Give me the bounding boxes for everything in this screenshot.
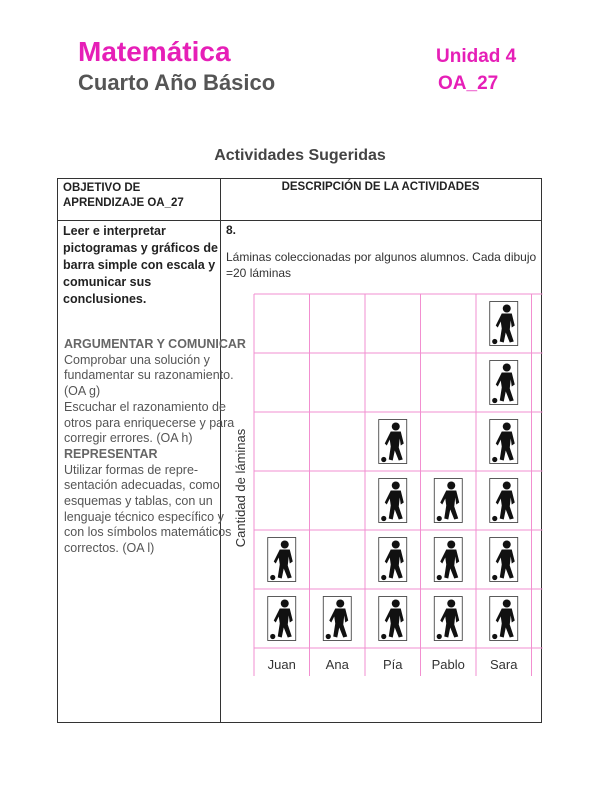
skills-heading-representar: REPRESENTAR: [64, 446, 158, 461]
pictogram-chart: [230, 290, 542, 685]
table-header-divider: [58, 220, 541, 221]
soccer-player-icon: [434, 597, 462, 641]
soccer-player-icon: [379, 597, 407, 641]
soccer-player-icon: [434, 538, 462, 582]
soccer-player-icon: [490, 597, 518, 641]
skills-line: (OA g): [64, 384, 101, 399]
description-header: DESCRIPCIÓN DE LA ACTIVIDADES: [281, 181, 480, 193]
objective-text: Leer e interpretar pictogramas y gráficos de barra simple con escala y comunicar sus conclusiones.: [63, 224, 218, 306]
chart-y-axis-label: Cantidad de láminas: [233, 428, 248, 548]
soccer-player-icon: [490, 420, 518, 464]
soccer-player-icon: [490, 361, 518, 405]
soccer-player-icon: [490, 538, 518, 582]
x-tick-label: Sara: [490, 657, 518, 672]
soccer-player-icon: [379, 479, 407, 523]
chart-labels: [268, 657, 519, 672]
skills-heading-argumentar: ARGUMENTAR Y COMUNICAR: [64, 337, 246, 351]
x-tick-label: Pía: [382, 657, 403, 672]
soccer-player-icon: [379, 538, 407, 582]
x-tick-label: Ana: [325, 657, 349, 672]
skills-line: Escuchar el razonamiento de: [64, 399, 226, 414]
soccer-player-icon: [323, 597, 351, 641]
x-tick-label: Pablo: [431, 657, 465, 672]
oa-label: OA_27: [438, 73, 499, 94]
skills-line: correctos. (OA l): [64, 541, 155, 556]
skills-line: fundamentar su razonamiento.: [64, 368, 234, 383]
skills-line: Utilizar formas de repre-: [64, 462, 199, 477]
section-title: Actividades Sugeridas: [214, 147, 386, 164]
soccer-player-icon: [268, 538, 296, 582]
soccer-player-icon: [490, 302, 518, 346]
skills-line: otros para enriquecerse y para: [64, 415, 235, 430]
soccer-player-icon: [490, 479, 518, 523]
activity-number: 8.: [226, 223, 237, 237]
skills-line: lenguaje técnico específico y: [64, 509, 224, 524]
unit-label: Unidad 4: [436, 46, 517, 67]
soccer-player-icon: [268, 597, 296, 641]
skills-line: con los símbolos matemáticos: [64, 525, 232, 540]
soccer-player-icon: [434, 479, 462, 523]
skills-line: corregir errores. (OA h): [64, 431, 193, 446]
skills-line: esquemas y tablas, con un: [64, 494, 213, 509]
skills-line: Comprobar una solución y: [64, 352, 210, 367]
activity-description: Láminas coleccionadas por algunos alumnos. Cada dibujo =20 láminas: [226, 250, 537, 280]
x-tick-label: Juan: [267, 657, 296, 672]
subject-title: Matemática: [78, 36, 231, 67]
objective-header: OBJETIVO DE APRENDIZAJE OA_27: [63, 182, 184, 209]
skills-line: sentación adecuadas, como: [64, 478, 220, 493]
soccer-player-icon: [379, 420, 407, 464]
grade-title: Cuarto Año Básico: [78, 70, 276, 95]
